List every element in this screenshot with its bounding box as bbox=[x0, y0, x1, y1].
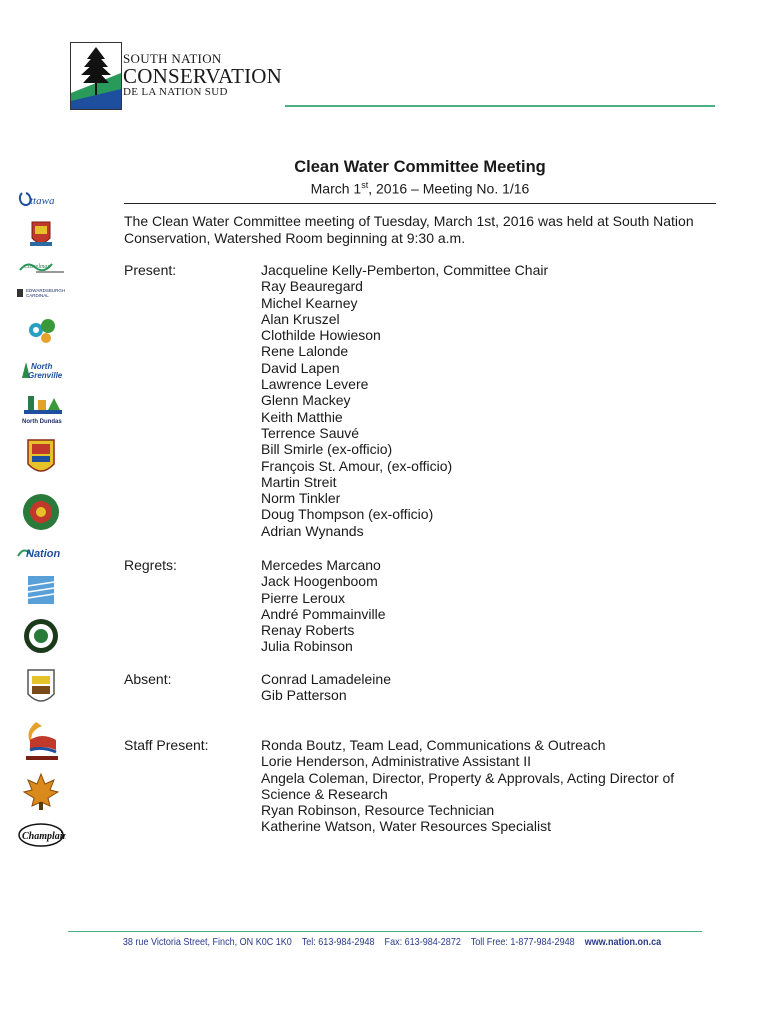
meeting-date-number bbox=[124, 180, 716, 197]
svg-text:Grenville: Grenville bbox=[28, 371, 63, 380]
present-label: Present: bbox=[124, 262, 177, 278]
attendee-name: François St. Amour, (ex-officio) bbox=[261, 457, 453, 474]
south-nation-logo-icon bbox=[70, 42, 122, 110]
crest-logo-icon bbox=[16, 218, 66, 250]
intro-line: The Clean Water Committee meeting of Tuesday, March 1st, 2016 was held at South Nation bbox=[124, 213, 694, 229]
edwardsburgh-cardinal-logo-icon bbox=[16, 286, 66, 300]
shield2-logo-icon bbox=[16, 664, 66, 710]
regrets-name: Julia Robinson bbox=[261, 638, 353, 655]
subtitle-meeting-number: , 2016 – Meeting No. 1/16 bbox=[368, 180, 530, 197]
footer-contact bbox=[115, 936, 669, 948]
svg-text:Casselman: Casselman bbox=[24, 264, 51, 270]
attendee-name: Jacqueline Kelly-Pemberton, Committee Chair bbox=[261, 262, 549, 278]
regrets-name: André Pommainville bbox=[261, 605, 386, 622]
footer-tollfree: Toll Free: 1-877-984-2948 bbox=[470, 936, 575, 948]
maple-leaf-logo-icon bbox=[16, 772, 66, 812]
attendee-name: Adrian Wynands bbox=[261, 522, 364, 539]
subtitle-ordinal: st bbox=[361, 180, 369, 190]
staff-present-label: Staff Present: bbox=[124, 737, 209, 753]
north-dundas-logo-icon bbox=[16, 390, 66, 426]
clarence-rockland-logo-icon bbox=[16, 718, 66, 764]
north-grenville-logo-icon bbox=[16, 358, 66, 382]
staff-name: Lorie Henderson, Administrative Assistant II bbox=[261, 753, 532, 770]
footer-address: 38 rue Victoria Street, Finch, ON K0C 1K0 bbox=[122, 936, 292, 948]
attendee-name: Doug Thompson (ex-officio) bbox=[261, 506, 434, 523]
attendee-name: Alan Kruszel bbox=[261, 310, 340, 327]
footer-tel: Tel: 613-984-2948 bbox=[301, 936, 375, 948]
svg-text:ttawa: ttawa bbox=[30, 195, 55, 207]
regrets-label: Regrets: bbox=[124, 557, 177, 573]
title-divider bbox=[124, 203, 716, 204]
subtitle-date: March 1 bbox=[310, 180, 362, 197]
document-title: Clean Water Committee Meeting bbox=[294, 158, 546, 176]
attendee-name: Michel Kearney bbox=[261, 294, 358, 311]
attendee-name: Lawrence Levere bbox=[261, 376, 369, 393]
staff-name: Science & Research bbox=[261, 785, 388, 802]
fields-logo-icon bbox=[16, 572, 66, 608]
svg-text:EDWARDSBURGH: EDWARDSBURGH bbox=[26, 288, 66, 293]
footer-divider bbox=[68, 931, 702, 932]
attendee-name: Keith Matthie bbox=[261, 408, 343, 425]
round-crest-logo-icon bbox=[16, 490, 66, 534]
regrets-name: Pierre Leroux bbox=[261, 589, 346, 606]
logo-line-conservation: CONSERVATION bbox=[123, 64, 283, 88]
footer-website-link[interactable]: www.nation.on.ca bbox=[584, 936, 662, 948]
regrets-name: Jack Hoogenboom bbox=[261, 573, 378, 590]
attendee-name: Bill Smirle (ex-officio) bbox=[261, 441, 393, 458]
absent-list bbox=[261, 671, 701, 704]
attendee-name: Norm Tinkler bbox=[261, 490, 341, 507]
attendee-name: Ray Beauregard bbox=[261, 278, 363, 295]
intro-paragraph bbox=[124, 213, 716, 247]
absent-name: Gib Patterson bbox=[261, 687, 347, 704]
ottawa-logo-icon bbox=[16, 187, 66, 211]
staff-name: Katherine Watson, Water Resources Specialist bbox=[261, 818, 551, 835]
staff-name: Ronda Boutz, Team Lead, Communications & Outreach bbox=[261, 737, 606, 753]
round-seal-logo-icon bbox=[16, 616, 66, 656]
attendee-name: Glenn Mackey bbox=[261, 392, 351, 409]
attendee-name: Rene Lalonde bbox=[261, 343, 349, 360]
svg-text:North Dundas: North Dundas bbox=[22, 419, 62, 425]
casselman-logo-icon bbox=[16, 258, 66, 276]
attendee-name: Clothilde Howieson bbox=[261, 327, 381, 344]
footer-fax: Fax: 613-984-2872 bbox=[384, 936, 461, 948]
svg-text:Champlain: Champlain bbox=[22, 831, 66, 842]
champlain-logo-icon bbox=[16, 820, 66, 850]
regrets-name: Mercedes Marcano bbox=[261, 557, 381, 573]
absent-name: Conrad Lamadeleine bbox=[261, 671, 391, 687]
absent-label: Absent: bbox=[124, 671, 172, 687]
regrets-list bbox=[261, 557, 701, 655]
attendee-name: Martin Streit bbox=[261, 473, 337, 490]
shield-logo-icon bbox=[16, 436, 66, 480]
logo-line-nation-sud: DE LA NATION SUD bbox=[123, 86, 228, 98]
attendee-name: Terrence Sauvé bbox=[261, 424, 360, 441]
svg-text:North: North bbox=[31, 362, 53, 371]
header-divider bbox=[285, 105, 715, 107]
intro-line: Conservation, Watershed Room beginning at 9:30 a.m. bbox=[124, 230, 466, 246]
organization-wordmark bbox=[123, 52, 282, 99]
nation-logo-icon bbox=[16, 542, 66, 562]
staff-name: Ryan Robinson, Resource Technician bbox=[261, 802, 495, 819]
svg-text:CARDINAL: CARDINAL bbox=[26, 293, 49, 298]
staff-name: Angela Coleman, Director, Property & Approvals, Acting Director of bbox=[261, 769, 675, 786]
present-list bbox=[261, 262, 701, 539]
attendee-name: David Lapen bbox=[261, 359, 340, 376]
logo-line-south-nation: SOUTH NATION bbox=[123, 51, 222, 66]
staff-present-list bbox=[261, 737, 701, 835]
svg-text:Nation: Nation bbox=[26, 548, 61, 560]
regrets-name: Renay Roberts bbox=[261, 622, 355, 639]
municipal-logo-icon bbox=[16, 312, 66, 344]
